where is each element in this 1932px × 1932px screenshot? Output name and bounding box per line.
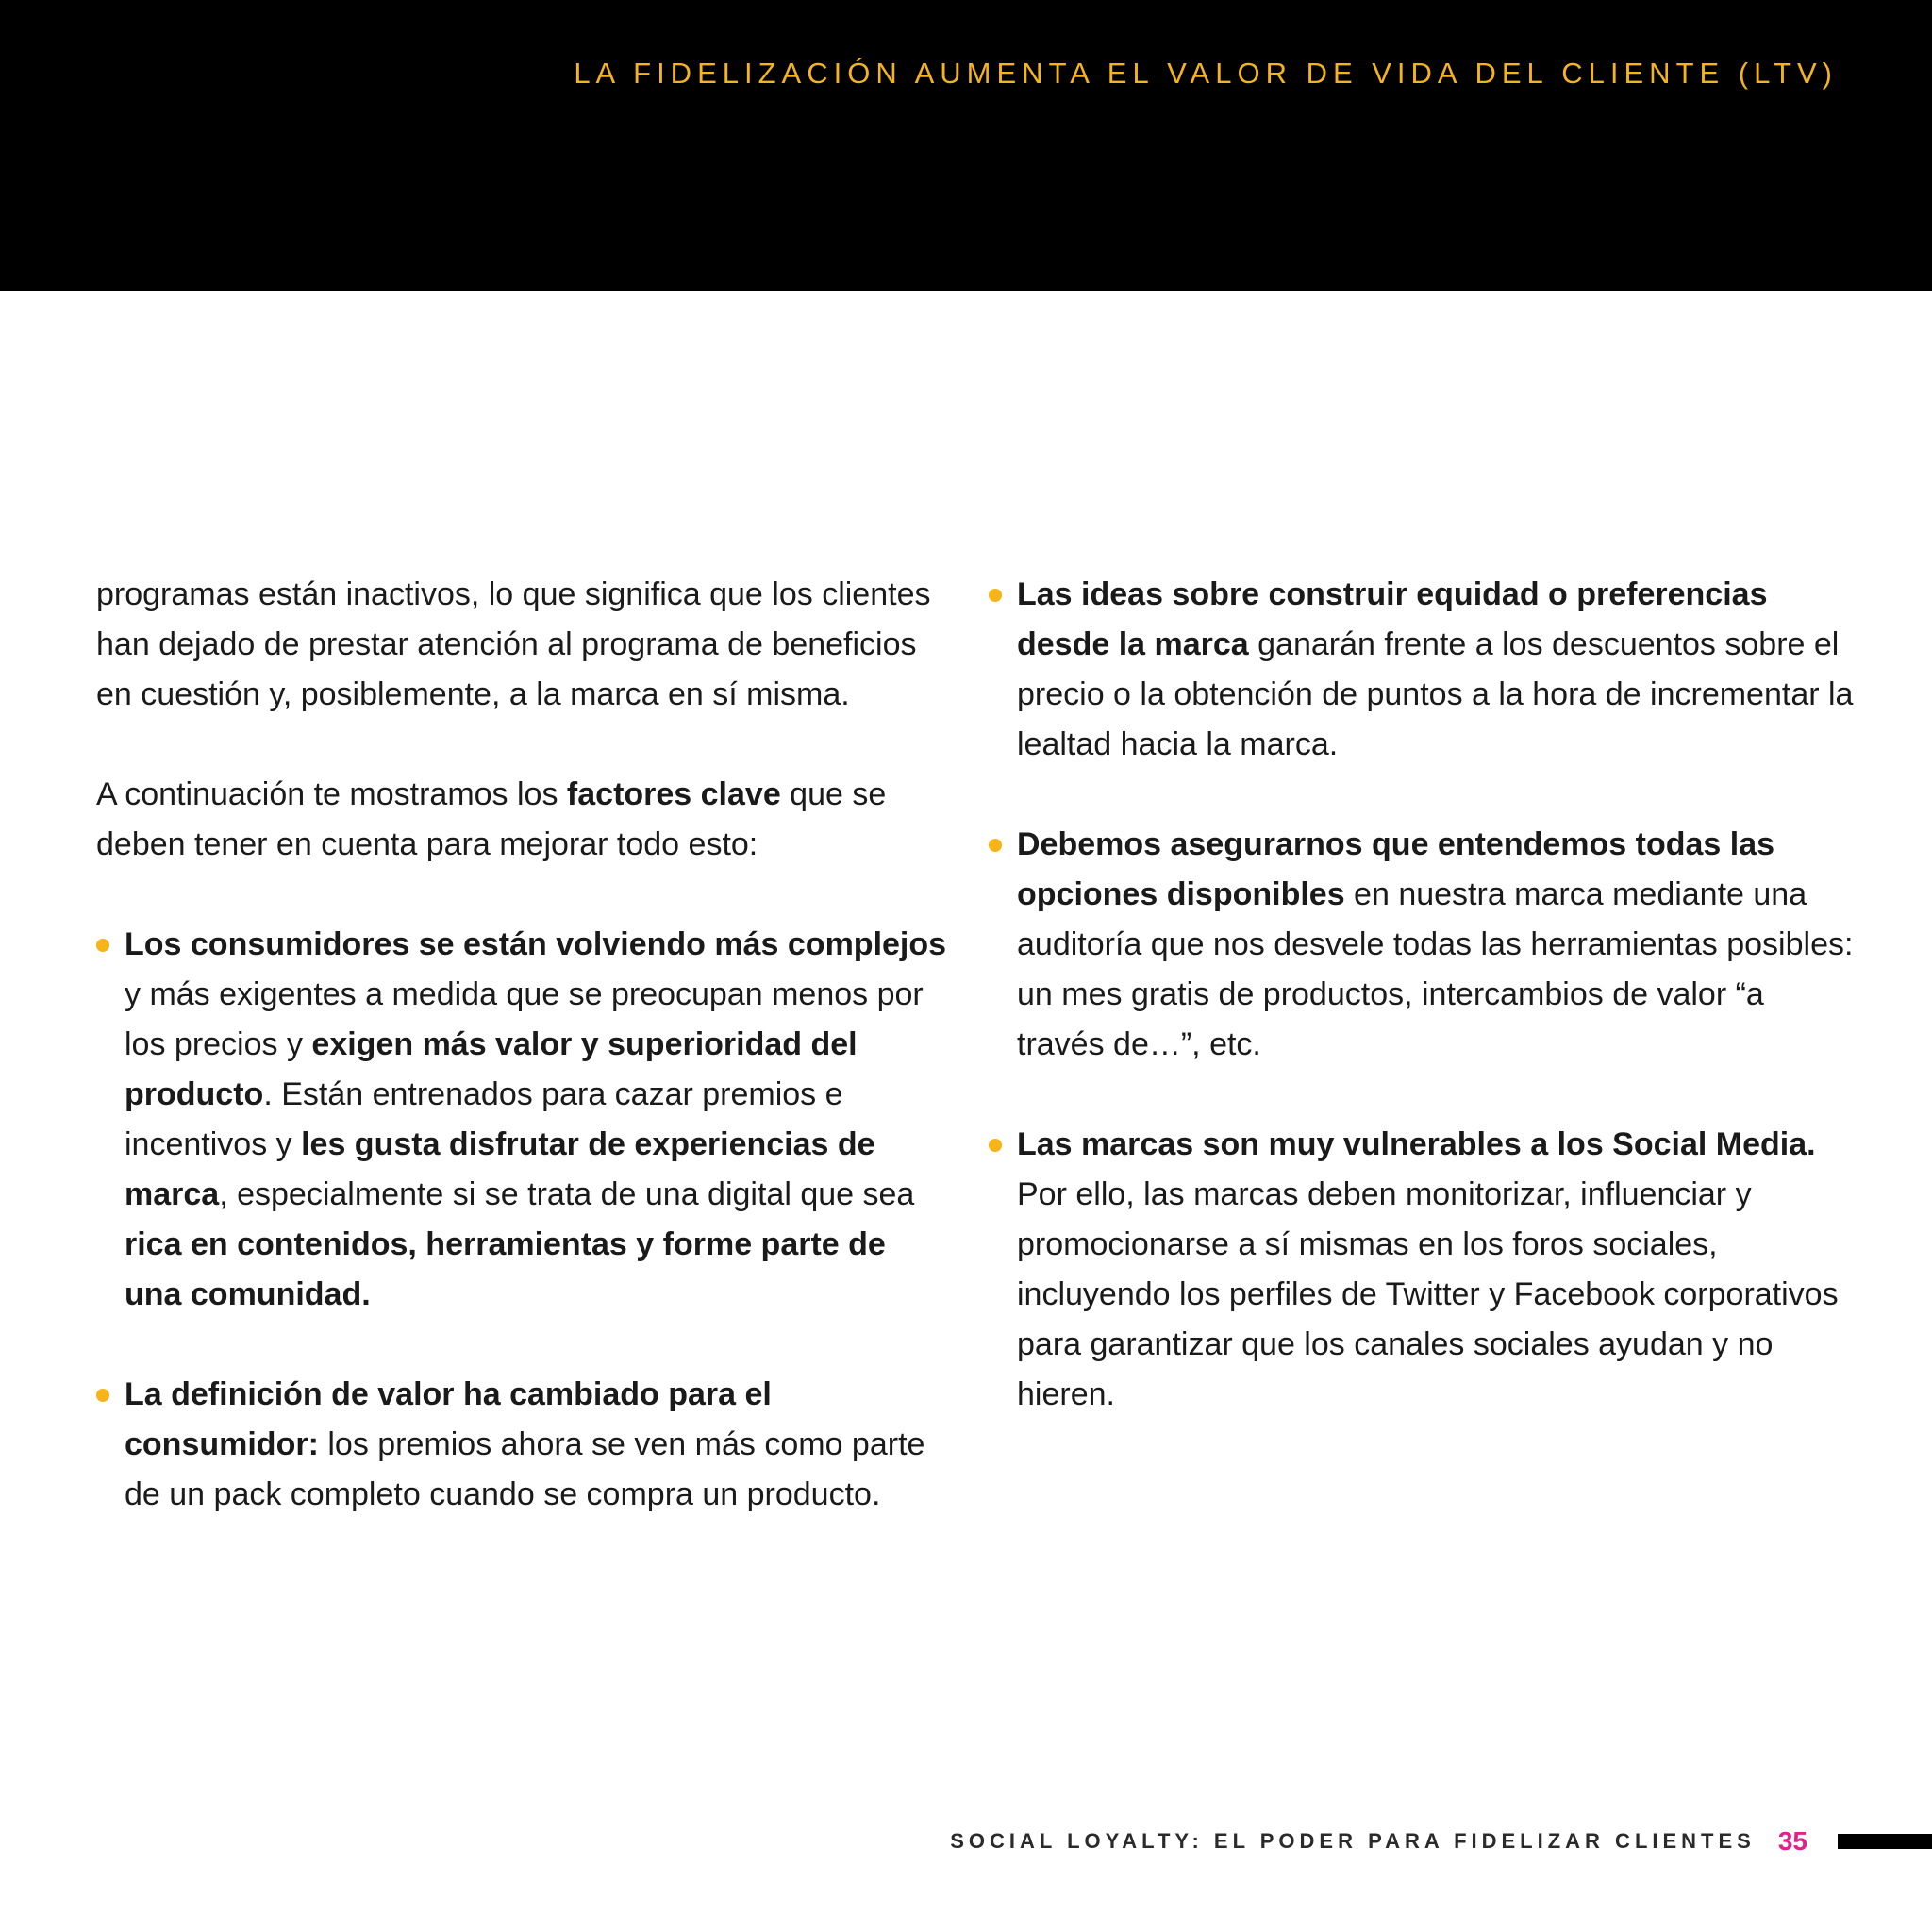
left-column: [96, 570, 950, 1570]
key-factors-paragraph: [96, 770, 950, 870]
bold-run: factores clave: [566, 776, 781, 812]
right-column: [989, 570, 1857, 1470]
bold-run: rica en contenidos, herramientas y forme parte de una comunidad.: [125, 1226, 886, 1312]
intro-paragraph: programas están inactivos, lo que significa que los clientes han dejado de prestar atención al programa de beneficios en cuestión y, posiblemente, a la marca en sí misma.: [96, 576, 931, 712]
header-title: LA FIDELIZACIÓN AUMENTA EL VALOR DE VIDA DEL CLIENTE (LTV): [574, 57, 1838, 90]
text-run: . Están entrenados para cazar premios e incentivos y: [125, 1076, 843, 1162]
bold-run: Los consumidores se están volviendo más complejos: [125, 926, 947, 962]
text-run: que se deben tener en cuenta para mejorar todo esto:: [96, 776, 887, 862]
text-run: y más exigentes a medida que se preocupan menos por los precios y: [125, 976, 924, 1062]
text-run: , especialmente si se trata de una digital que sea: [219, 1176, 915, 1212]
bold-run: les gusta disfrutar de experiencias de marca: [125, 1126, 875, 1212]
bullet-item-social-media: [989, 1120, 1857, 1420]
bold-run: Las ideas sobre construir equidad o preferencias desde la marca: [1017, 576, 1768, 662]
bullet-item-options-audit: [989, 820, 1857, 1070]
bullet-dot-icon: [96, 1389, 109, 1402]
text-run: ganarán frente a los descuentos sobre el precio o la obtención de puntos a la hora de incrementar la lealtad hacia la marca.: [1017, 626, 1854, 762]
footer-bar: [1838, 1834, 1932, 1849]
bullet-item-consumers: [96, 920, 950, 1320]
bullet-item-brand-equity: [989, 570, 1857, 770]
bullet-dot-icon: [989, 1139, 1002, 1152]
bold-run: Las marcas son muy vulnerables a los Social Media.: [1017, 1126, 1816, 1162]
bold-run: La definición de valor ha cambiado para el consumidor:: [125, 1376, 772, 1462]
footer-title: SOCIAL LOYALTY: EL PODER PARA FIDELIZAR CLIENTES: [950, 1829, 1756, 1853]
page-footer: [950, 1819, 1932, 1864]
text-run: A continuación te mostramos los: [96, 776, 567, 812]
bold-run: exigen más valor y superioridad del producto: [125, 1026, 858, 1112]
header-band: [0, 0, 1932, 291]
text-run: Por ello, las marcas deben monitorizar, influenciar y promocionarse a sí mismas en los foros sociales, incluyendo los perfiles de Twitter y Facebook corporativos para garantizar que los canales sociales ayudan y no hieren.: [1017, 1176, 1839, 1412]
bullet-item-value-definition: [96, 1370, 950, 1520]
bullet-dot-icon: [989, 589, 1002, 602]
bold-run: Debemos asegurarnos que entendemos todas las opciones disponibles: [1017, 826, 1775, 912]
bullet-dot-icon: [96, 939, 109, 952]
text-run: en nuestra marca mediante una auditoría que nos desvele todas las herramientas posibles: un mes gratis de productos, intercambios de valor “a través de…”, etc.: [1017, 876, 1854, 1062]
page-number: 35: [1777, 1826, 1807, 1856]
bullet-dot-icon: [989, 839, 1002, 852]
text-run: los premios ahora se ven más como parte de un pack completo cuando se compra un producto.: [125, 1426, 925, 1512]
